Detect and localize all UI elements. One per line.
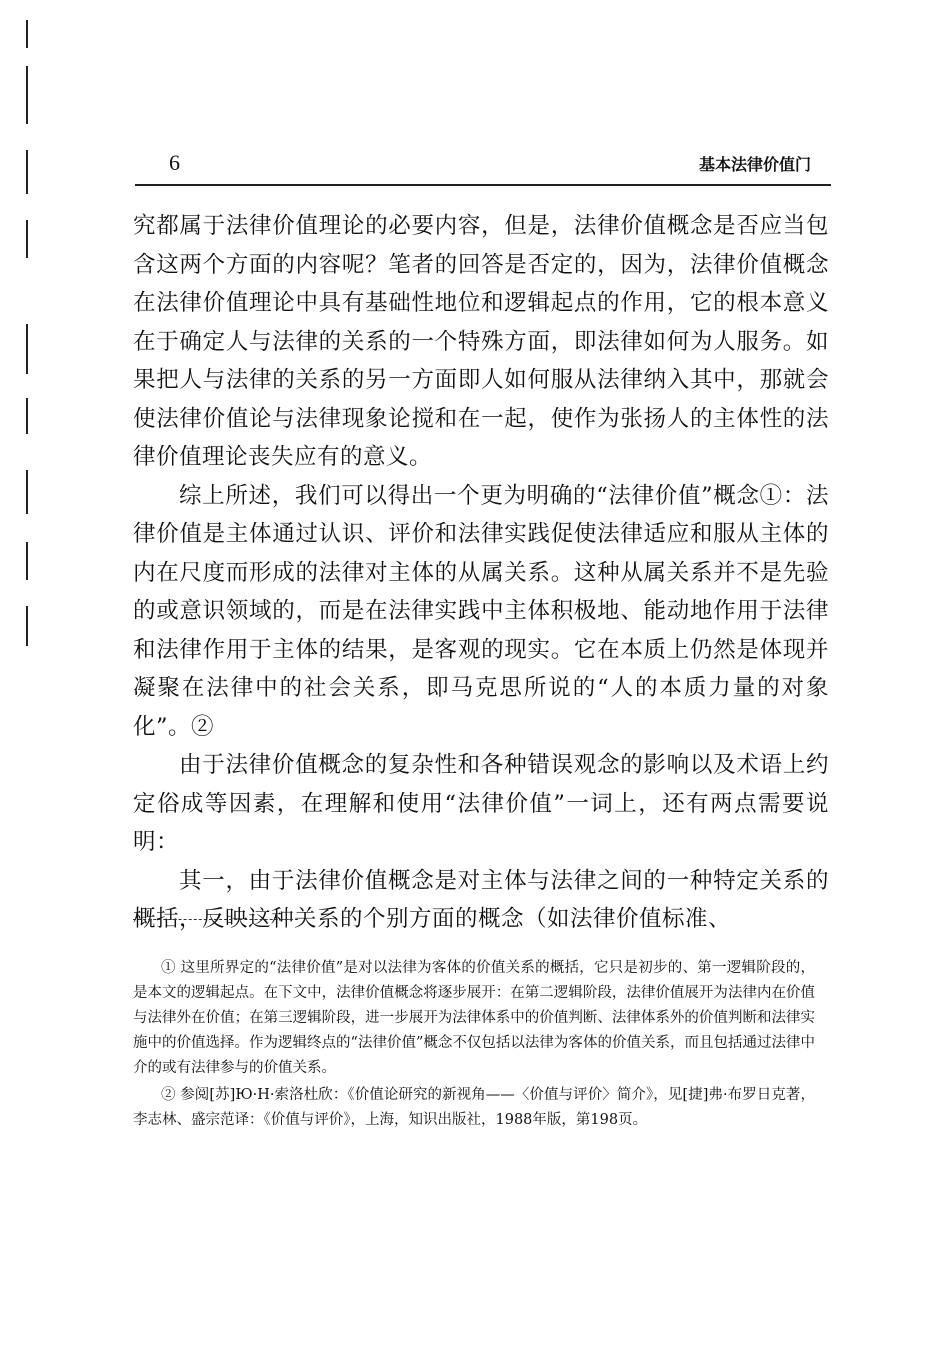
- footnote-separator: [133, 919, 298, 920]
- margin-mark: [26, 398, 28, 434]
- margin-mark: [26, 324, 28, 374]
- margin-mark: [26, 220, 28, 258]
- paragraph: 综上所述，我们可以得出一个更为明确的“法律价值”概念①：法律价值是主体通过认识、评价和法律实践促使法律适应和服从主体的内在尺度而形成的法律对主体的从属关系。这种从属关系并不是先验的或意识领域的，而是在法律实践中主体积极地、能动地作用于法律和法律作用于主体的结果，是客观的现实。它在本质上仍然是体现并凝聚在法律中的社会关系，即马克思所说的“人的本质力量的对象化”。②: [133, 482, 829, 740]
- paragraph: 究都属于法律价值理论的必要内容，但是，法律价值概念是否应当包含这两个方面的内容呢？笔者的回答是否定的，因为，法律价值概念在法律价值理论中具有基础性地位和逻辑起点的作用，它的根本意义在于确定人与法律的关系的一个特殊方面，即法律如何为人服务。如果把人与法律的关系的另一方面即人如何服从法律纳入其中，那就会使法律价值论与法律现象论搅和在一起，使作为张扬人的主体性的法律价值理论丧失应有的意义。: [133, 213, 829, 470]
- paragraph: 其一，由于法律价值概念是对主体与法律之间的一种特定关系的概括，反映这种关系的个别方面的概念（如法律价值标准、: [133, 867, 829, 932]
- running-title: 基本法律价值门: [698, 155, 811, 174]
- margin-mark: [26, 150, 28, 194]
- margin-mark: [26, 470, 28, 514]
- margin-mark: [26, 20, 28, 48]
- paragraph: 由于法律价值概念的复杂性和各种错误观念的影响以及术语上约定俗成等因素，在理解和使用“法律价值”一词上，还有两点需要说明：: [133, 752, 829, 855]
- page-header: [135, 140, 831, 186]
- footnote: ① 这里所界定的“法律价值”是对以法律为客体的价值关系的概括，它只是初步的、第一逻辑阶段的，是本文的逻辑起点。在下文中，法律价值概念将逐步展开：在第二逻辑阶段，法律价值展开为法律内在价值与法律外在价值；在第三逻辑阶段，进一步展开为法律体系中的价值判断、法律体系外的价值判断和法律实施中的价值选择。作为逻辑终点的“法律价值”概念不仅包括以法律为客体的价值关系，而且包括通过法律中介的或有法律参与的价值关系。: [133, 960, 815, 1076]
- margin-mark: [26, 606, 28, 646]
- footnotes: [133, 956, 815, 1135]
- margin-mark: [26, 66, 28, 124]
- margin-mark: [26, 542, 28, 580]
- page-number: 6: [169, 150, 180, 175]
- footnote: ② 参阅[苏]Ю·H·索洛杜欣：《价值论研究的新视角——〈价值与评价〉简介》，见[捷]弗·布罗日克著，李志林、盛宗范译：《价值与评价》，上海，知识出版社，1988年版，第198页。: [133, 1087, 815, 1128]
- body-text: [133, 207, 829, 939]
